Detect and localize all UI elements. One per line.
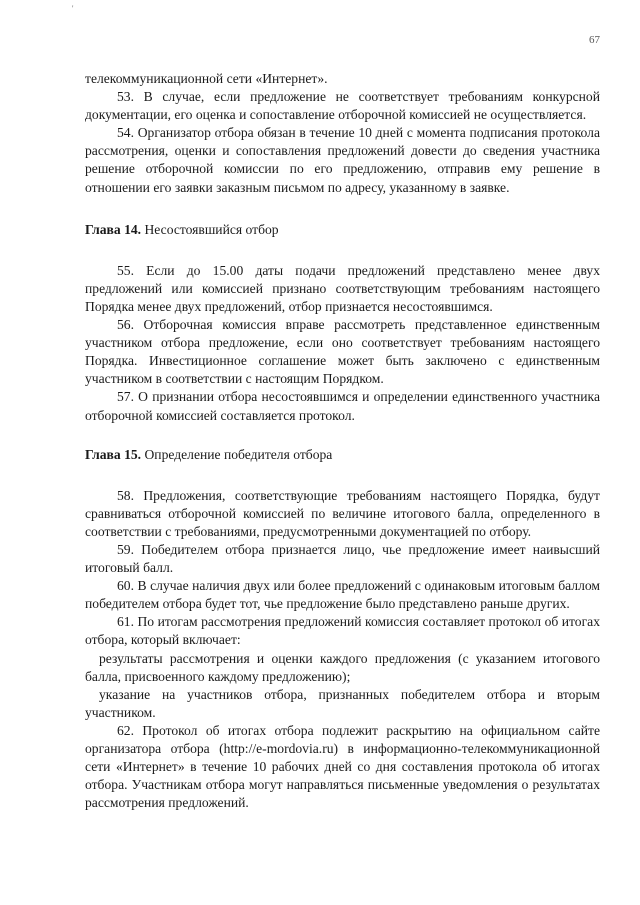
chapter-title: Несостоявшийся отбор: [141, 221, 279, 237]
paragraph: телекоммуникационной сети «Интернет».: [85, 71, 328, 86]
paragraph: 60. В случае наличия двух или более предложений с одинаковым итоговым баллом победителем отбора будет тот, чье предложение было представлено раньше других.: [85, 578, 600, 612]
list-item-paragraph: указание на участников отбора, признанных победителем отбора и вторым участником.: [85, 686, 600, 720]
paragraph: 56. Отборочная комиссия вправе рассмотреть представленное единственным участником отбора предложение, если оно соответствует требованиям настоящего Порядка. Инвестиционное соглашение может быть заключено с единственным участником в соответствии с настоящим Порядком.: [85, 317, 600, 387]
chapter-title: Определение победителя отбора: [141, 446, 333, 462]
chapter-heading: [85, 446, 600, 464]
chapter-heading: [85, 221, 600, 239]
paragraph: 61. По итогам рассмотрения предложений комиссия составляет протокол об итогах отбора, который включает:: [85, 614, 600, 648]
paragraph: 54. Организатор отбора обязан в течение 10 дней с момента подписания протокола рассмотрения, оценки и сопоставления предложений довести до сведения участника решение отборочной комиссии по его предложению, отправив ему решение в отношении его заявки заказным письмом по адресу, указанному в заявке.: [85, 125, 600, 195]
page-number: 67: [589, 34, 600, 46]
chapter-number: Глава 15.: [85, 446, 142, 462]
paragraph: 59. Победителем отбора признается лицо, чье предложение имеет наивысший итоговый балл.: [85, 541, 600, 576]
paragraph: 57. О признании отбора несостоявшимся и определении единственного участника отборочной комиссией составляется протокол.: [85, 389, 600, 423]
chapter-number: Глава 14.: [85, 221, 142, 237]
list-item-paragraph: результаты рассмотрения и оценки каждого предложения (с указанием итогового балла, присвоенного каждому предложению);: [85, 650, 600, 684]
paragraph: 53. В случае, если предложение не соответствует требованиям конкурсной документации, его оценка и сопоставление отборочной комиссией не осуществляется.: [85, 89, 600, 123]
scan-mark: ': [72, 4, 74, 13]
document-body: [85, 70, 600, 812]
paragraph: 62. Протокол об итогах отбора подлежит раскрытию на официальном сайте организатора отбора (http://e-mordovia.ru) в информационно-телекоммуникационной сети «Интернет» в течение 10 рабочих дней со дня составления протокола об итогах отбора. Участникам отбора могут направляться письменные уведомления о результатах рассмотрения предложений.: [85, 722, 600, 811]
paragraph: 58. Предложения, соответствующие требованиям настоящего Порядка, будут сравниваться отборочной комиссией по величине итогового балла, определенного в соответствии с требованиями, предусмотренными документацией по отбору.: [85, 487, 600, 539]
paragraph: 55. Если до 15.00 даты подачи предложений представлено менее двух предложений или комиссией признано соответствующим требованиям настоящего Порядка менее двух предложений, отбор признается несостоявшимся.: [85, 262, 600, 314]
